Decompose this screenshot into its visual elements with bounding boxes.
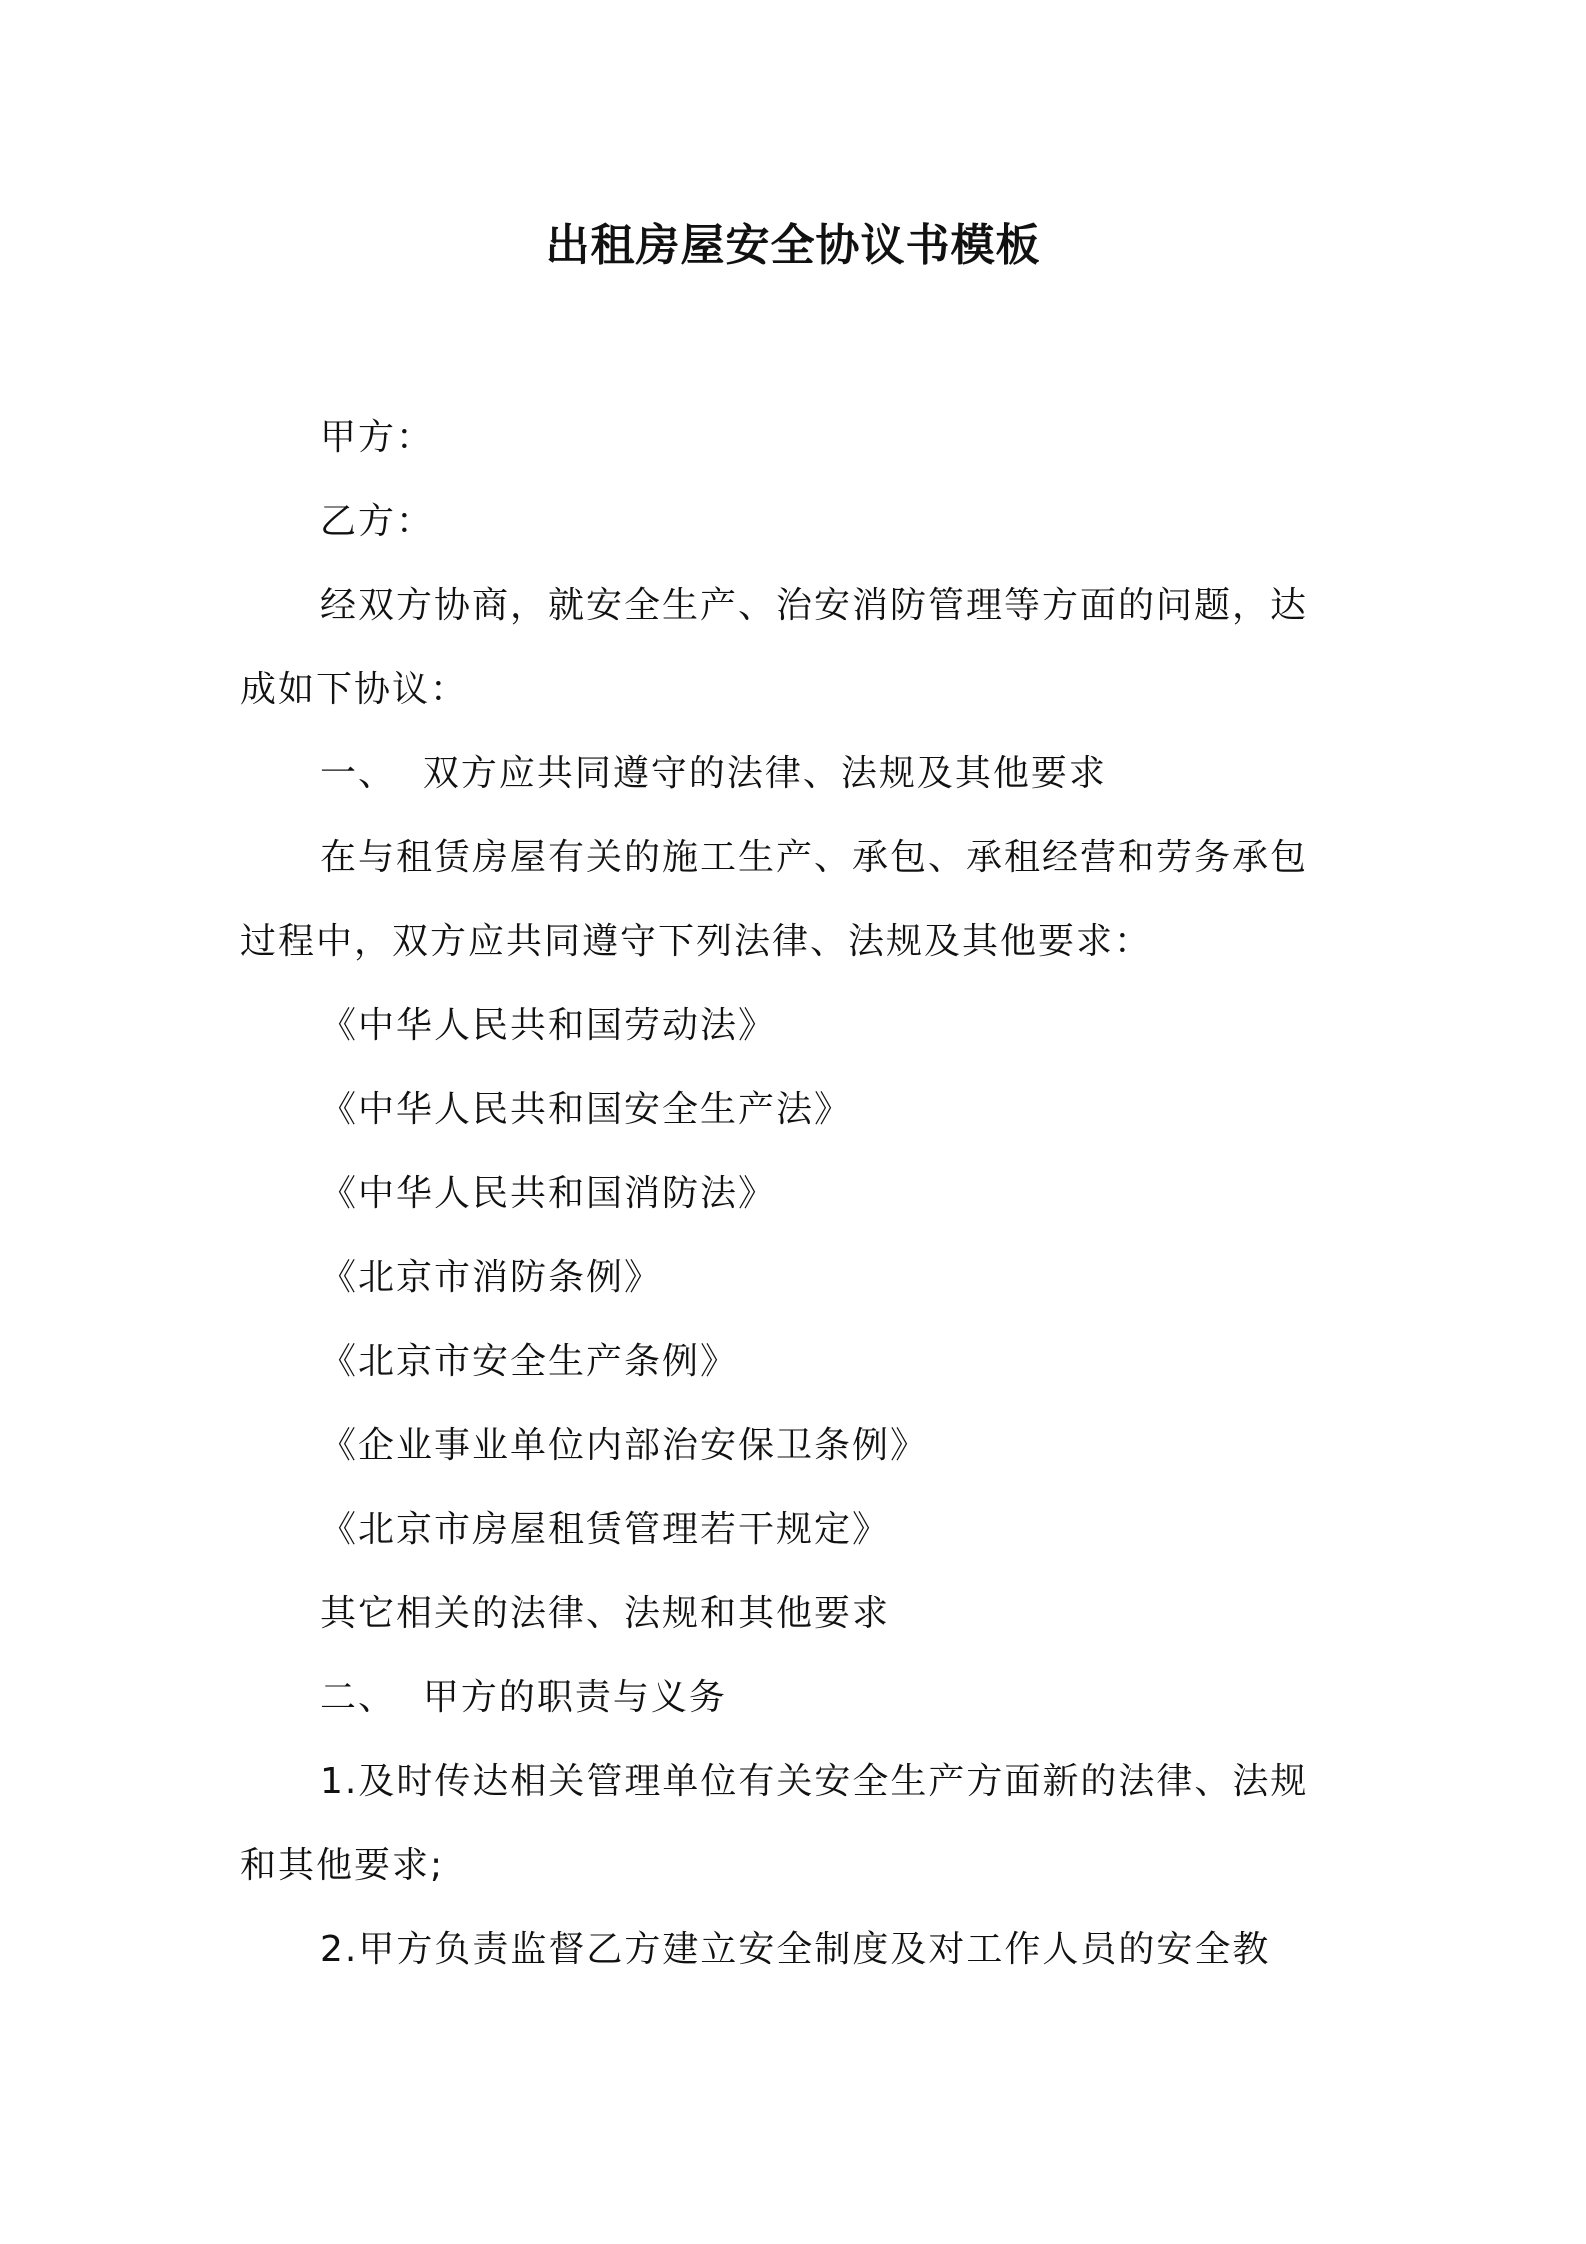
intro-line-2: 成如下协议：: [240, 669, 469, 710]
law-item-4: 《北京市消防条例》: [320, 1257, 663, 1298]
document-title: 出租房屋安全协议书模板: [545, 220, 1041, 271]
section-2-heading: 二、 甲方的职责与义务: [320, 1677, 727, 1718]
law-item-2: 《中华人民共和国安全生产法》: [320, 1089, 853, 1130]
law-item-5: 《北京市安全生产条例》: [320, 1341, 739, 1382]
document-body: [240, 396, 1350, 1992]
law-item-6: 《企业事业单位内部治安保卫条例》: [320, 1425, 929, 1466]
intro-line-1: 经双方协商，就安全生产、治安消防管理等方面的问题，达: [320, 585, 1309, 626]
party-b-label: 乙方：: [320, 501, 435, 542]
law-item-7: 《北京市房屋租赁管理若干规定》: [320, 1509, 891, 1550]
item-1-line-2: 和其他要求;: [240, 1845, 445, 1886]
section-1-heading: 一、 双方应共同遵守的法律、法规及其他要求: [320, 753, 1107, 794]
other-requirements: 其它相关的法律、法规和其他要求: [320, 1593, 891, 1634]
section-1-paragraph-line-1: 在与租赁房屋有关的施工生产、承包、承租经营和劳务承包: [320, 837, 1309, 878]
party-a-label: 甲方：: [320, 417, 435, 458]
law-item-3: 《中华人民共和国消防法》: [320, 1173, 777, 1214]
item-1-line-1: 1.及时传达相关管理单位有关安全生产方面新的法律、法规: [320, 1761, 1309, 1802]
item-2-line-1: 2.甲方负责监督乙方建立安全制度及对工作人员的安全教: [320, 1929, 1271, 1970]
section-1-paragraph-line-2: 过程中，双方应共同遵守下列法律、法规及其他要求：: [240, 921, 1153, 962]
law-item-1: 《中华人民共和国劳动法》: [320, 1005, 777, 1046]
